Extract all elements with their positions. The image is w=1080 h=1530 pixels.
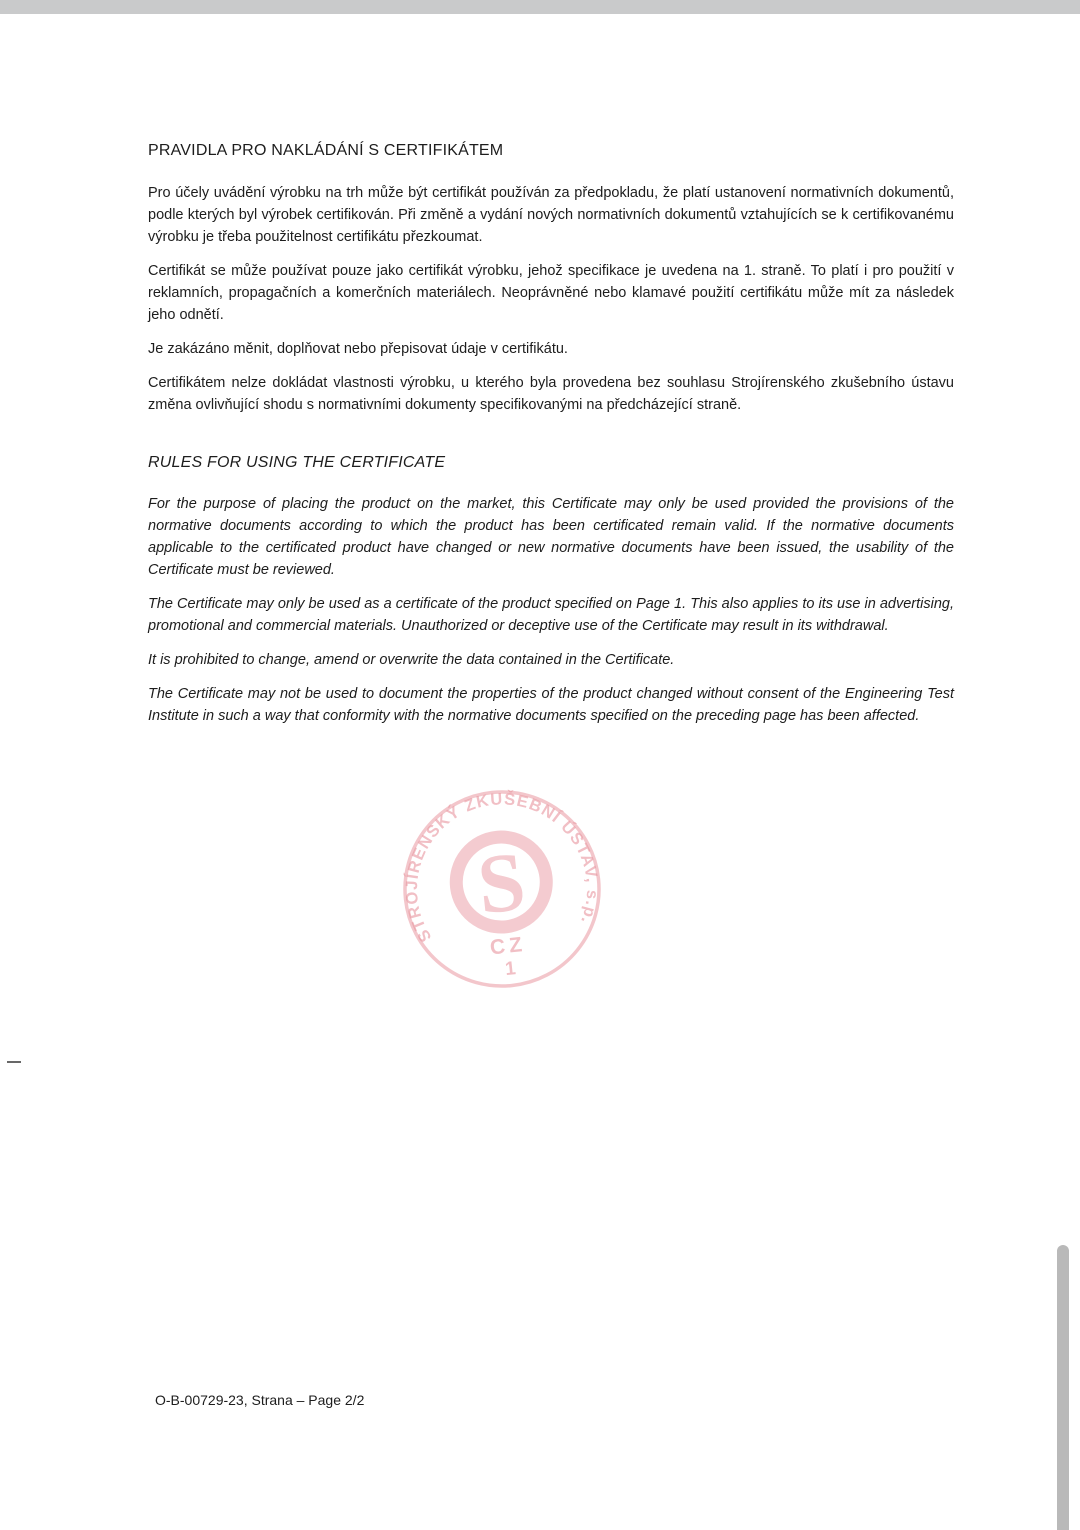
english-paragraph-1: For the purpose of placing the product on the market, this Certificate may only be used provided the provisions of the normative documents according to which the product has been certificated remain valid. If the normative documents applicable to the certificated product have changed or new normative documents have been issued, the usability of the Certificate must be reviewed. xyxy=(148,496,954,578)
vertical-scrollbar-thumb[interactable] xyxy=(1057,1245,1069,1530)
certificate-page xyxy=(148,140,954,739)
english-rules-heading: RULES FOR USING THE CERTIFICATE xyxy=(148,454,446,471)
czech-paragraph-4: Certifikátem nelze dokládat vlastnosti výrobku, u kterého byla provedena bez souhlasu Strojírenského zkušebního ústavu změna ovlivňující shodu s normativními dokumenty specifikovanými na předcházející straně. xyxy=(148,375,954,413)
stamp-office-number: 1 xyxy=(504,958,517,981)
stamp-country-code: CZ xyxy=(488,932,528,960)
page-footer-reference: O-B-00729-23, Strana – Page 2/2 xyxy=(155,1392,365,1408)
czech-paragraph-3: Je zakázáno měnit, doplňovat nebo přepisovat údaje v certifikátu. xyxy=(148,341,568,357)
viewer-top-strip xyxy=(0,0,1080,14)
english-paragraph-2: The Certificate may only be used as a certificate of the product specified on Page 1. This also applies to its use in advertising, promotional and commercial materials. Unauthorized or deceptive use of the Certificate may result in its withdrawal. xyxy=(148,596,954,634)
czech-rules-heading: PRAVIDLA PRO NAKLÁDÁNÍ S CERTIFIKÁTEM xyxy=(148,142,504,159)
czech-paragraph-2: Certifikát se může používat pouze jako certifikát výrobku, jehož specifikace je uvedena na 1. straně. To platí i pro použití v reklamních, propagačních a komerčních materiálech. Neoprávněné nebo klamavé použití certifikátu může mít za následek jeho odnětí. xyxy=(148,263,954,323)
stamp-logo-letter: S xyxy=(473,834,530,933)
english-paragraph-3: It is prohibited to change, amend or overwrite the data contained in the Certificate. xyxy=(148,652,675,668)
english-paragraph-4: The Certificate may not be used to document the properties of the product changed without consent of the Engineering Test Institute in such a way that conformity with the normative documents specified on the preceding page has been affected. xyxy=(148,686,954,724)
scan-edge-mark xyxy=(7,1061,21,1063)
institute-stamp-seal-icon xyxy=(396,783,608,995)
english-rules-section xyxy=(148,452,954,727)
stamp-ring-text: STROJÍRENSKÝ ZKUŠEBNÍ ÚSTAV, s.p. xyxy=(402,790,602,945)
institute-stamp xyxy=(396,783,608,995)
czech-paragraph-1: Pro účely uvádění výrobku na trh může být certifikát používán za předpokladu, že platí ustanovení normativních dokumentů, podle kterých byl výrobek certifikován. Při změně a vydání nových normativních dokumentů vztahujících se k certifikovanému výrobku je třeba použitelnost certifikátu přezkoumat. xyxy=(148,185,954,245)
